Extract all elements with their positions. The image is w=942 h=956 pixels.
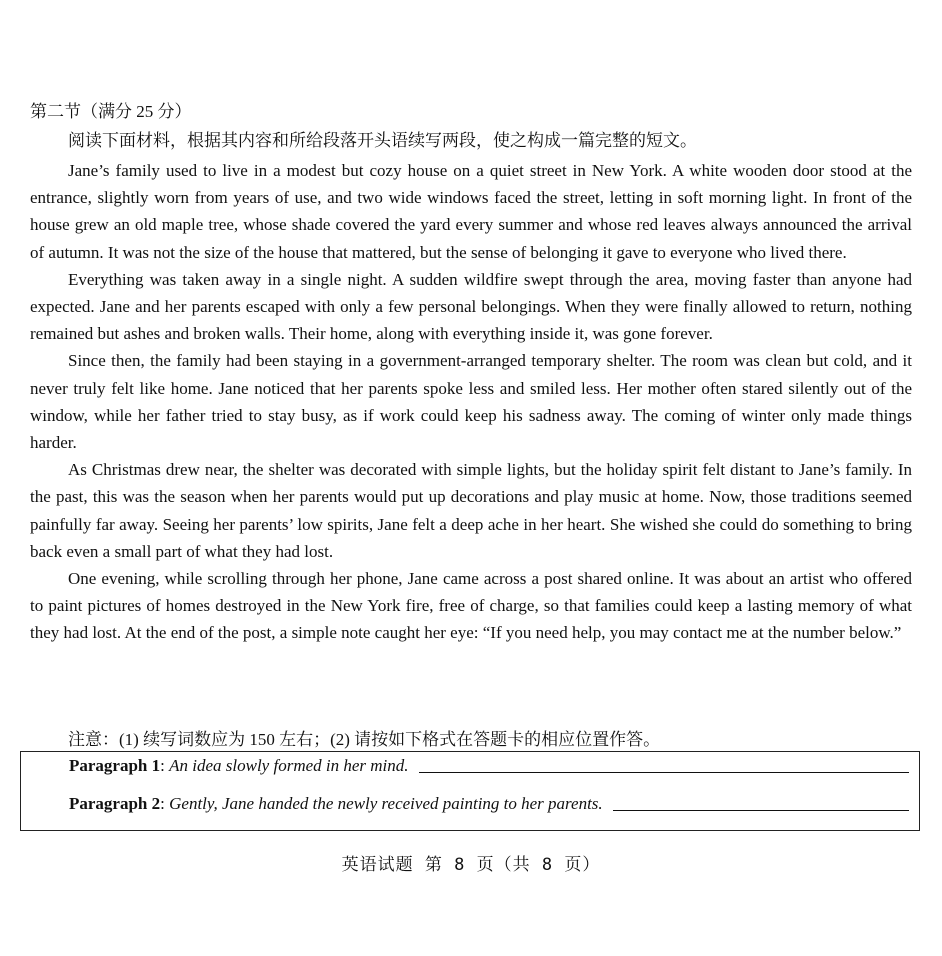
instruction-text: 阅读下面材料，根据其内容和所给段落开头语续写两段，使之构成一篇完整的短文。 [68, 131, 697, 150]
answer-format-box [20, 751, 920, 831]
paragraph-2-blank [613, 810, 909, 811]
paragraph-2-line [69, 794, 909, 814]
passage-paragraph-4: As Christmas drew near, the shelter was decorated with simple lights, but the holiday spirit felt distant to Jane’s family. In the past, this was the season when her parents would put up decorations and play music at home. Now, those traditions seemed painfully far away. Seeing her parents’ low spirits, Jane felt a deep ache in her heart. She wished she could do something to bring back even a small part of what they had lost. [30, 460, 912, 561]
paragraph-1-prompt: An idea slowly formed in her mind. [169, 756, 409, 775]
paragraph-2-prompt: Gently, Jane handed the newly received painting to her parents. [169, 794, 603, 813]
section-title: 第二节（满分 25 分） [30, 102, 192, 121]
paragraph-2-label: Paragraph 2 [69, 794, 161, 813]
passage-paragraph-2: Everything was taken away in a single night. A sudden wildfire swept through the area, moving faster than anyone had expected. Jane and her parents escaped with only a few personal belongings. When they were finally allowed to return, nothing remained but ashes and broken walls. Their home, along with everything inside it, was gone forever. [30, 269, 912, 344]
reading-passage [30, 157, 912, 647]
passage-paragraph-5: One evening, while scrolling through her phone, Jane came across a post shared online. It was about an artist who offered to paint pictures of homes destroyed in the New York fire, free of charge, so that families could keep a lasting memory of what they had lost. At the end of the post, a simple note caught her eye: “If you need help, you may contact me at the number below.” [30, 569, 912, 643]
paragraph-1-line [69, 756, 909, 776]
colon: : [160, 794, 170, 813]
writing-note: 注意：(1) 续写词数应为 150 左右；(2) 请按如下格式在答题卡的相应位置作答。 [68, 730, 661, 749]
page-footer: 英语试题 第 8 页（共 8 页） [341, 855, 601, 875]
passage-paragraph-3: Since then, the family had been staying in a government-arranged temporary shelter. The room was clean but cold, and it never truly felt like home. Jane noticed that her parents spoke less and smiled less. Her mother often stared silently out of the window, while her father tried to stay busy, as if work could keep his sadness away. The coming of winter only made things harder. [30, 351, 912, 453]
paragraph-1-blank [419, 772, 909, 773]
passage-paragraph-1: Jane’s family used to live in a modest but cozy house on a quiet street in New York. A white wooden door stood at the entrance, slightly worn from years of use, and two wide windows faced the street, letting in soft morning light. In front of the house grew an old maple tree, whose shade covered the yard every summer and whose red leaves always announced the arrival of autumn. It was not the size of the house that mattered, but the sense of belonging it gave to everyone who lived there. [30, 161, 912, 262]
colon: : [160, 756, 170, 775]
paragraph-1-label: Paragraph 1 [69, 756, 161, 775]
